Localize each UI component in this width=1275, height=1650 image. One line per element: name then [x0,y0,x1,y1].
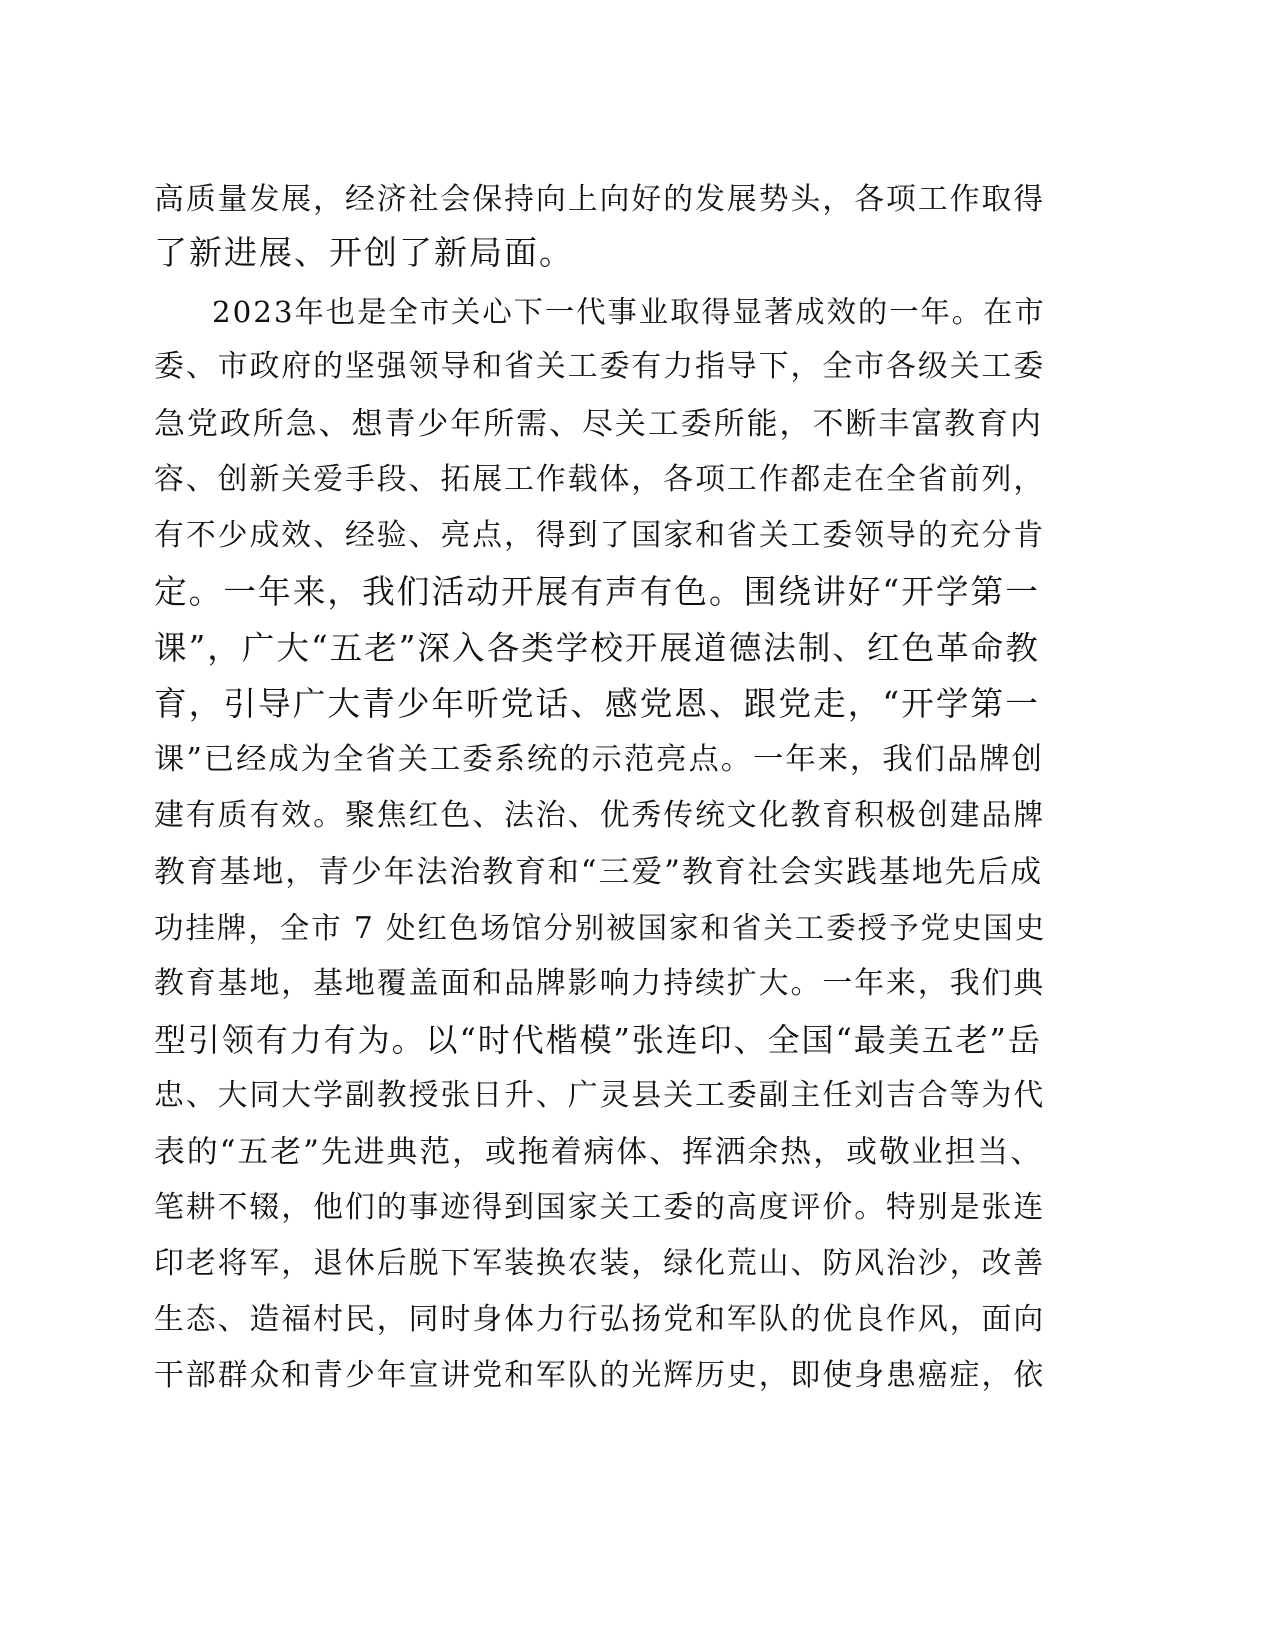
text-line: 型引领有力有为。以“时代楷模”张连印、全国“最美五老”岳 [154,1021,1042,1059]
text-line: 急党政所急、想青少年所需、尽关工委所能，不断丰富教育内 [154,406,1043,442]
text-line: 教育基地，基地覆盖面和品牌影响力持续扩大。一年来，我们典 [154,966,1046,1001]
text-line: 委、市政府的坚强领导和省关工委有力指导下，全市各级关工委 [154,349,1046,384]
text-line: 高质量发展，经济社会保持向上向好的发展势头，各项工作取得 [154,182,1046,217]
text-line: 育，引导广大青少年听党话、感党恩、跟党走，“开学第一 [154,685,1040,723]
text-line: 教育基地，青少年法治教育和“三爱”教育社会实践基地先后成 [154,854,1044,890]
text-line: 了新进展、开创了新局面。 [154,233,574,272]
text-line: 2023年也是全市关心下一代事业取得显著成效的一年。在市 [212,295,1046,329]
text-line: 建有质有效。聚焦红色、法治、优秀传统文化教育积极创建品牌 [154,798,1046,833]
text-line: 容、创新关爱手段、拓展工作载体，各项工作都走在全省前列， [154,462,1046,497]
text-line: 忠、大同大学副教授张日升、广灵县关工委副主任刘吉合等为代 [154,1078,1046,1113]
text-line: 功挂牌，全市 7 处红色场馆分别被国家和省关工委授予党史国史 [154,911,1047,945]
text-line: 印老将军，退休后脱下军装换农装，绿化荒山、防风治沙，改善 [154,1246,1046,1281]
text-line: 笔耕不辍，他们的事迹得到国家关工委的高度评价。特别是张连 [154,1190,1046,1225]
text-line: 有不少成效、经验、亮点，得到了国家和省关工委领导的充分肯 [154,518,1046,553]
text-line: 课”，广大“五老”深入各类学校开展道德法制、红色革命教 [154,629,1040,667]
text-line: 课”已经成为全省关工委系统的示范亮点。一年来，我们品牌创 [154,742,1044,777]
text-line: 生态、造福村民，同时身体力行弘扬党和军队的优良作风，面向 [154,1302,1046,1337]
text-line: 表的“五老”先进典范，或拖着病体、挥洒余热，或敬业担当、 [154,1134,1044,1170]
text-line: 干部群众和青少年宣讲党和军队的光辉历史，即使身患癌症，依 [154,1358,1046,1393]
text-line: 定。一年来，我们活动开展有声有色。围绕讲好“开学第一 [154,573,1040,611]
